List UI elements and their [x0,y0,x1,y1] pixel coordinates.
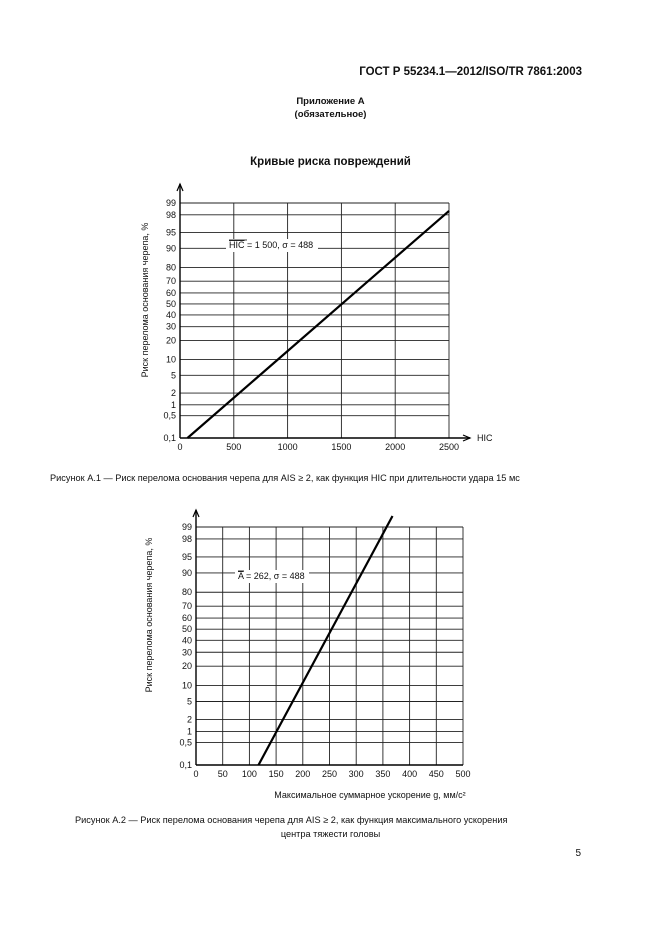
y-tick-label: 20 [181,661,192,672]
y-tick-label: 95 [165,227,176,238]
y-tick-label: 30 [165,321,176,332]
y-tick-label: 90 [165,243,176,254]
y-tick-label: 20 [165,335,176,346]
y-tick-label: 50 [165,298,176,309]
y-tick-label: 5 [186,696,192,707]
y-tick-label: 95 [181,551,192,562]
y-tick-label: 1 [186,726,192,737]
y-tick-label: 0,5 [179,737,192,748]
y-tick-label: 99 [165,198,176,208]
x-tick-label: 0 [177,442,183,452]
x-tick-label: 450 [428,769,444,779]
y-tick-label: 30 [181,647,192,658]
y-tick-label: 10 [165,354,176,365]
x-tick-label: 500 [455,769,471,779]
y-tick-label: 99 [181,522,192,532]
y-tick-label: 0,5 [163,410,176,421]
y-axis-label: Риск перелома основания черепа, % [144,537,154,693]
y-tick-label: 0,1 [163,433,176,443]
x-tick-label: 350 [375,769,391,779]
x-tick-label: 200 [295,769,311,779]
y-tick-label: 2 [170,388,176,399]
x-tick-label: 500 [226,442,242,452]
x-tick-label: 2500 [438,442,460,452]
x-tick-label: 400 [402,769,418,779]
page-number: 5 [575,848,581,859]
y-tick-label: 50 [181,624,192,635]
x-tick-label: 150 [268,769,284,779]
x-tick-label: 1000 [277,442,298,452]
y-tick-label: 10 [181,680,192,691]
y-axis-label: Риск перелома основания черепа, % [140,222,150,378]
x-tick-label: 50 [217,769,228,779]
y-tick-label: 90 [181,567,192,578]
x-tick-label: 300 [348,769,364,779]
x-tick-label: 100 [241,769,257,779]
y-tick-label: 70 [181,601,192,612]
x-tick-label: 250 [321,769,338,779]
annotation-text [238,571,305,581]
section-title: Кривые риска повреждений [250,156,411,168]
y-tick-label: 80 [165,262,176,273]
y-tick-label: 0,1 [179,760,192,770]
y-tick-label: 60 [181,613,192,624]
annotation-mean-symbol: HIC [229,240,245,250]
y-tick-label: 98 [165,209,176,220]
y-tick-label: 40 [181,635,192,646]
figure2-caption-line2: центра тяжести головы [280,829,381,839]
annotation-values: = 1 500, σ = 488 [244,240,314,250]
y-tick-label: 98 [181,533,192,544]
y-tick-label: 60 [165,287,176,298]
x-tick-label: 2000 [385,442,406,452]
figure2-caption-line1: Рисунок А.2 — Риск перелома основания черепа для AIS ≥ 2, как функция максимального ускорения [75,815,508,825]
y-tick-label: 1 [170,399,176,410]
y-tick-label: 2 [186,714,192,725]
x-tick-label: 1500 [331,442,352,452]
x-axis-label: Максимальное суммарное ускорение g, мм/с² [274,790,466,800]
annex-title: Приложение А [296,96,365,107]
y-tick-label: 70 [165,276,176,287]
annotation-values: = 262, σ = 488 [243,571,305,581]
y-tick-label: 5 [170,370,176,381]
x-axis-label: HIC [477,433,493,443]
figure1-caption: Рисунок А.1 — Риск перелома основания черепа для AIS ≥ 2, как функция HIC при длительности удара 15 мс [50,473,520,483]
annex-status: (обязательное) [294,109,367,120]
y-tick-label: 40 [165,309,176,320]
x-tick-label: 0 [193,769,199,779]
y-tick-label: 80 [181,587,192,598]
standard-header: ГОСТ Р 55234.1—2012/ISO/TR 7861:2003 [359,66,582,78]
annotation-mean-symbol: A [238,571,244,581]
